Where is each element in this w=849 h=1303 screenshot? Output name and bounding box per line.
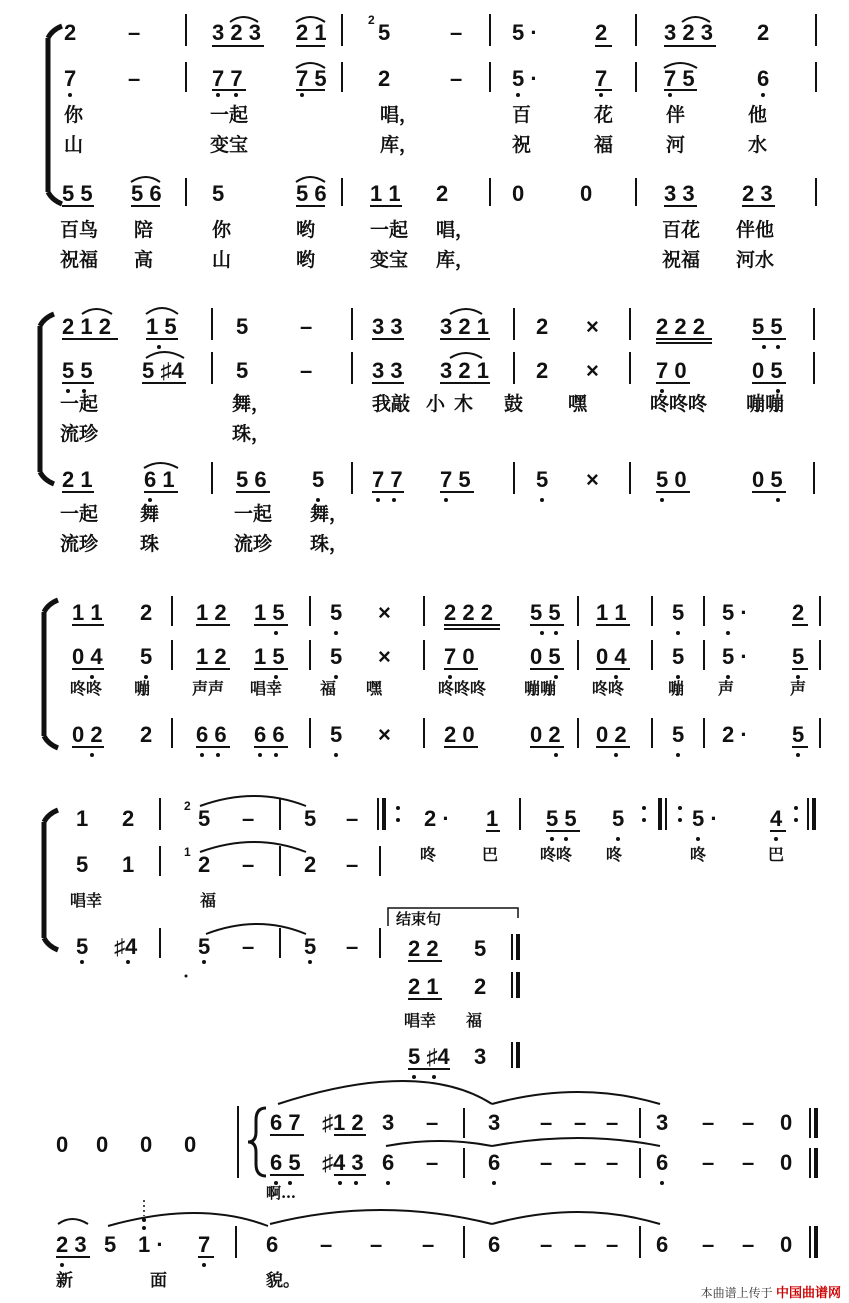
svg-text:1 1: 1 1 (72, 600, 103, 625)
svg-text:×: × (586, 358, 599, 383)
svg-text:福: 福 (200, 891, 217, 910)
svg-text:嘣嘣: 嘣嘣 (746, 393, 785, 415)
svg-text:咚咚: 咚咚 (592, 679, 625, 698)
svg-text:5 0: 5 0 (656, 467, 687, 492)
svg-text:一起: 一起 (210, 104, 249, 126)
svg-text:2 1: 2 1 (62, 467, 93, 492)
svg-text:–: – (606, 1232, 619, 1257)
svg-text:×: × (378, 600, 391, 625)
svg-text:6: 6 (656, 1232, 669, 1257)
svg-text:6: 6 (266, 1232, 279, 1257)
svg-text:2 1: 2 1 (408, 974, 439, 999)
svg-text:–: – (742, 1232, 755, 1257)
svg-text:唱幸: 唱幸 (404, 1011, 437, 1030)
svg-text:5: 5 (76, 852, 89, 877)
svg-text:3 2 1: 3 2 1 (440, 314, 489, 339)
svg-text:0: 0 (580, 181, 593, 206)
svg-text:5 6: 5 6 (236, 467, 267, 492)
svg-text:5: 5 (212, 181, 225, 206)
svg-text:5 5: 5 5 (752, 314, 783, 339)
svg-text:1: 1 (76, 806, 89, 831)
svg-text:6: 6 (757, 66, 770, 91)
svg-text:5 ·: 5 · (692, 806, 718, 831)
svg-text:7 7: 7 7 (212, 66, 243, 91)
svg-text:5: 5 (378, 20, 391, 45)
svg-text:库，: 库， (436, 249, 475, 271)
svg-text:5 5: 5 5 (530, 600, 561, 625)
svg-text:咚: 咚 (420, 845, 437, 864)
svg-text:5 ·: 5 · (722, 600, 748, 625)
svg-text:0 5: 0 5 (752, 467, 783, 492)
svg-text:我敲: 我敲 (372, 393, 411, 415)
svg-text:百花: 百花 (662, 219, 701, 241)
svg-text:3: 3 (474, 1044, 487, 1069)
svg-text:5: 5 (198, 934, 211, 959)
svg-text:嘿: 嘿 (568, 393, 588, 415)
svg-text:2: 2 (536, 358, 549, 383)
svg-text:唱幸: 唱幸 (70, 891, 103, 910)
svg-text:巴: 巴 (482, 845, 499, 864)
svg-text:福: 福 (466, 1011, 483, 1030)
svg-text:舞，: 舞， (232, 393, 271, 415)
svg-text:0: 0 (780, 1232, 793, 1257)
svg-text:5: 5 (104, 1232, 117, 1257)
svg-text:–: – (426, 1150, 439, 1175)
svg-text:1 1: 1 1 (370, 181, 401, 206)
svg-text:5: 5 (792, 644, 805, 669)
svg-text:0: 0 (56, 1132, 69, 1157)
svg-text:–: – (320, 1232, 333, 1257)
svg-text:花: 花 (594, 104, 614, 126)
svg-text:面: 面 (150, 1271, 167, 1291)
svg-text:他: 他 (748, 104, 768, 126)
svg-text:咚咚咚: 咚咚咚 (438, 679, 487, 698)
svg-text:1: 1 (486, 806, 499, 831)
svg-text:1 5: 1 5 (254, 600, 285, 625)
svg-text:2: 2 (595, 20, 608, 45)
svg-text:2: 2 (184, 799, 191, 813)
svg-text:7: 7 (64, 66, 77, 91)
svg-text:–: – (702, 1110, 715, 1135)
svg-text:5: 5 (330, 600, 343, 625)
svg-text:5 5: 5 5 (62, 358, 93, 383)
svg-text:2: 2 (436, 181, 449, 206)
svg-text:5: 5 (236, 358, 249, 383)
svg-text:2: 2 (122, 806, 135, 831)
system-6 (56, 1200, 816, 1291)
svg-text:5 ♯4: 5 ♯4 (142, 358, 184, 383)
svg-text:7 5: 7 5 (664, 66, 695, 91)
svg-text:5: 5 (236, 314, 249, 339)
svg-text:流珍: 流珍 (234, 533, 273, 555)
svg-text:嘣嘣: 嘣嘣 (524, 679, 557, 698)
svg-text:貌。: 貌。 (266, 1271, 300, 1291)
svg-text:2 3: 2 3 (742, 181, 773, 206)
svg-text:2: 2 (378, 66, 391, 91)
svg-text:咚咚咚: 咚咚咚 (650, 393, 708, 415)
svg-text:–: – (242, 934, 255, 959)
svg-text:5: 5 (536, 467, 549, 492)
svg-text:6 6: 6 6 (254, 722, 285, 747)
svg-text:–: – (702, 1150, 715, 1175)
svg-text:5: 5 (792, 722, 805, 747)
svg-text:5 5: 5 5 (62, 181, 93, 206)
svg-text:1: 1 (184, 845, 191, 859)
svg-text:3: 3 (656, 1110, 669, 1135)
svg-text:6 6: 6 6 (196, 722, 227, 747)
svg-text:0: 0 (140, 1132, 153, 1157)
svg-text:5: 5 (672, 644, 685, 669)
svg-text:咚: 咚 (606, 845, 623, 864)
svg-text:山: 山 (212, 249, 232, 271)
svg-text:水: 水 (748, 134, 768, 156)
svg-text:×: × (586, 314, 599, 339)
svg-text:库，: 库， (380, 134, 419, 156)
svg-text:0 2: 0 2 (72, 722, 103, 747)
svg-text:3 2 3: 3 2 3 (664, 20, 713, 45)
svg-text:–: – (300, 358, 313, 383)
svg-text:3 2 1: 3 2 1 (440, 358, 489, 383)
svg-text:5: 5 (672, 722, 685, 747)
svg-text:祝福: 祝福 (60, 249, 99, 271)
svg-text:哟: 哟 (296, 219, 316, 241)
svg-text:×: × (378, 722, 391, 747)
svg-text:0 2: 0 2 (530, 722, 561, 747)
svg-text:2 1 2: 2 1 2 (62, 314, 111, 339)
svg-text:0: 0 (780, 1110, 793, 1135)
svg-text:–: – (606, 1150, 619, 1175)
svg-text:5: 5 (612, 806, 625, 831)
svg-text:2: 2 (368, 13, 375, 27)
svg-text:–: – (128, 66, 141, 91)
svg-text:5 ·: 5 · (722, 644, 748, 669)
svg-text:6: 6 (488, 1232, 501, 1257)
svg-text:新: 新 (56, 1271, 73, 1291)
svg-text:1 1: 1 1 (596, 600, 627, 625)
svg-text:咚: 咚 (690, 845, 707, 864)
svg-text:–: – (540, 1232, 553, 1257)
svg-text:嘿: 嘿 (366, 679, 383, 698)
svg-text:3 3: 3 3 (664, 181, 695, 206)
svg-text:–: – (540, 1150, 553, 1175)
svg-text:3 2 3: 3 2 3 (212, 20, 261, 45)
svg-text:–: – (606, 1110, 619, 1135)
svg-text:–: – (742, 1110, 755, 1135)
system-1 (48, 13, 816, 271)
system-2 (40, 308, 814, 555)
svg-text:5 6: 5 6 (131, 181, 162, 206)
svg-text:啊…: 啊… (266, 1184, 297, 1202)
svg-text:2: 2 (140, 600, 153, 625)
svg-text:–: – (742, 1150, 755, 1175)
svg-text:流珍: 流珍 (60, 423, 99, 445)
svg-text:×: × (586, 467, 599, 492)
svg-text:3 3: 3 3 (372, 314, 403, 339)
svg-text:一起: 一起 (60, 393, 99, 415)
svg-text:1 5: 1 5 (254, 644, 285, 669)
svg-text:珠，: 珠， (232, 423, 271, 445)
svg-text:2 1: 2 1 (296, 20, 327, 45)
svg-text:–: – (346, 806, 359, 831)
svg-text:福: 福 (320, 679, 337, 698)
svg-text:–: – (370, 1232, 383, 1257)
svg-text:2: 2 (304, 852, 317, 877)
svg-text:5 5: 5 5 (546, 806, 577, 831)
svg-text:5: 5 (330, 644, 343, 669)
svg-text:6: 6 (382, 1150, 395, 1175)
svg-text:嘣: 嘣 (668, 679, 685, 698)
svg-text:1 2: 1 2 (196, 644, 227, 669)
svg-text:一起: 一起 (234, 503, 273, 525)
svg-text:变宝: 变宝 (370, 249, 409, 271)
svg-text:2: 2 (64, 20, 77, 45)
svg-text:–: – (426, 1110, 439, 1135)
svg-text:舞: 舞 (140, 503, 160, 525)
svg-text:7: 7 (198, 1232, 211, 1257)
svg-text:6: 6 (656, 1150, 669, 1175)
svg-text:2: 2 (536, 314, 549, 339)
svg-text:♯1 2: ♯1 2 (322, 1110, 364, 1135)
svg-text:2 2 2: 2 2 2 (656, 314, 705, 339)
svg-text:–: – (450, 20, 463, 45)
svg-text:巴: 巴 (768, 845, 785, 864)
svg-text:唱幸: 唱幸 (250, 679, 283, 698)
svg-text:河: 河 (666, 134, 686, 156)
svg-text:–: – (450, 66, 463, 91)
svg-text:5: 5 (304, 934, 317, 959)
svg-text:0 4: 0 4 (596, 644, 627, 669)
svg-text:3 3: 3 3 (372, 358, 403, 383)
svg-text:福: 福 (594, 134, 614, 156)
svg-text:5: 5 (474, 936, 487, 961)
svg-text:6: 6 (488, 1150, 501, 1175)
svg-text:1 2: 1 2 (196, 600, 227, 625)
svg-text:5 ♯4: 5 ♯4 (408, 1044, 450, 1069)
svg-text:陪: 陪 (134, 219, 154, 241)
svg-text:×: × (378, 644, 391, 669)
svg-text:5: 5 (198, 806, 211, 831)
svg-text:0 2: 0 2 (596, 722, 627, 747)
svg-text:木: 木 (454, 393, 474, 415)
svg-text:2: 2 (792, 600, 805, 625)
svg-text:声声: 声声 (192, 679, 225, 698)
svg-text:2 3: 2 3 (56, 1232, 87, 1257)
svg-text:山: 山 (64, 134, 84, 156)
svg-text:–: – (574, 1150, 587, 1175)
svg-text:2 2 2: 2 2 2 (444, 600, 493, 625)
svg-text:祝: 祝 (512, 134, 532, 156)
svg-text:你: 你 (64, 104, 84, 126)
svg-text:–: – (346, 852, 359, 877)
svg-text:5: 5 (140, 644, 153, 669)
svg-text:一起: 一起 (60, 503, 99, 525)
svg-text:唱，: 唱， (436, 219, 475, 241)
svg-text:结束句: 结束句 (396, 910, 442, 928)
svg-text:–: – (242, 806, 255, 831)
svg-text:7 7: 7 7 (372, 467, 403, 492)
system-5 (56, 1081, 816, 1202)
svg-text:–: – (574, 1110, 587, 1135)
upload-credit-text: 本曲谱上传于 (700, 1286, 773, 1300)
svg-text:百: 百 (512, 104, 532, 126)
svg-text:小: 小 (426, 393, 446, 415)
upload-credit (701, 1282, 841, 1301)
svg-text:0 5: 0 5 (752, 358, 783, 383)
svg-text:0: 0 (96, 1132, 109, 1157)
svg-text:5 ·: 5 · (512, 66, 538, 91)
svg-text:哟: 哟 (296, 249, 316, 271)
svg-text:5: 5 (312, 467, 325, 492)
svg-text:♯4: ♯4 (114, 934, 138, 959)
svg-text:2: 2 (474, 974, 487, 999)
svg-text:一起: 一起 (370, 219, 409, 241)
svg-text:鼓: 鼓 (504, 393, 524, 415)
site-logo[interactable]: 中国曲谱网 (775, 1285, 841, 1300)
svg-text:6 5: 6 5 (270, 1150, 301, 1175)
svg-text:珠: 珠 (140, 533, 160, 555)
svg-text:–: – (346, 934, 359, 959)
svg-text:变宝: 变宝 (210, 134, 249, 156)
svg-text:♯4 3: ♯4 3 (322, 1150, 364, 1175)
svg-text:–: – (702, 1232, 715, 1257)
svg-text:7: 7 (595, 66, 608, 91)
svg-text:1 ·: 1 · (138, 1232, 164, 1257)
svg-text:咚咚: 咚咚 (540, 845, 573, 864)
svg-text:7 5: 7 5 (296, 66, 327, 91)
svg-text:百鸟: 百鸟 (60, 219, 99, 241)
svg-text:0 4: 0 4 (72, 644, 103, 669)
svg-text:6 7: 6 7 (270, 1110, 301, 1135)
svg-text:–: – (540, 1110, 553, 1135)
svg-text:伴: 伴 (666, 104, 686, 126)
svg-text:声: 声 (718, 679, 735, 698)
svg-text:–: – (574, 1232, 587, 1257)
svg-text:–: – (300, 314, 313, 339)
svg-text:伴他: 伴他 (736, 219, 775, 241)
svg-text:流珍: 流珍 (60, 533, 99, 555)
svg-text:2 ·: 2 · (424, 806, 450, 831)
svg-text:0: 0 (780, 1150, 793, 1175)
svg-text:0 5: 0 5 (530, 644, 561, 669)
svg-text:7 5: 7 5 (440, 467, 471, 492)
svg-text:珠，: 珠， (310, 533, 349, 555)
svg-text:–: – (242, 852, 255, 877)
svg-text:舞，: 舞， (310, 503, 349, 525)
svg-text:祝福: 祝福 (662, 249, 701, 271)
svg-text:5: 5 (330, 722, 343, 747)
svg-text:声: 声 (790, 679, 807, 698)
svg-text:2: 2 (198, 852, 211, 877)
svg-text:5 ·: 5 · (512, 20, 538, 45)
svg-text:4: 4 (770, 806, 783, 831)
svg-text:7 0: 7 0 (444, 644, 475, 669)
svg-text:2 0: 2 0 (444, 722, 475, 747)
svg-text:5: 5 (304, 806, 317, 831)
svg-text:5: 5 (76, 934, 89, 959)
svg-text:高: 高 (134, 249, 154, 271)
svg-text:–: – (128, 20, 141, 45)
system-3 (44, 596, 820, 757)
svg-text:1: 1 (122, 852, 135, 877)
svg-text:5: 5 (672, 600, 685, 625)
svg-text:你: 你 (212, 219, 232, 241)
svg-text:2: 2 (140, 722, 153, 747)
svg-text:1 5: 1 5 (146, 314, 177, 339)
svg-text:0: 0 (512, 181, 525, 206)
svg-text:唱，: 唱， (380, 104, 419, 126)
svg-text:河水: 河水 (736, 249, 775, 271)
svg-text:7 0: 7 0 (656, 358, 687, 383)
svg-text:2 2: 2 2 (408, 936, 439, 961)
system-4 (44, 796, 814, 1079)
svg-text:6 1: 6 1 (144, 467, 175, 492)
svg-text:嘣: 嘣 (134, 679, 151, 698)
svg-text:2: 2 (757, 20, 770, 45)
svg-text:咚咚: 咚咚 (70, 679, 103, 698)
svg-text:3: 3 (382, 1110, 395, 1135)
svg-text:–: – (422, 1232, 435, 1257)
svg-text:2 ·: 2 · (722, 722, 748, 747)
svg-text:3: 3 (488, 1110, 501, 1135)
svg-text:5 6: 5 6 (296, 181, 327, 206)
svg-text:0: 0 (184, 1132, 197, 1157)
